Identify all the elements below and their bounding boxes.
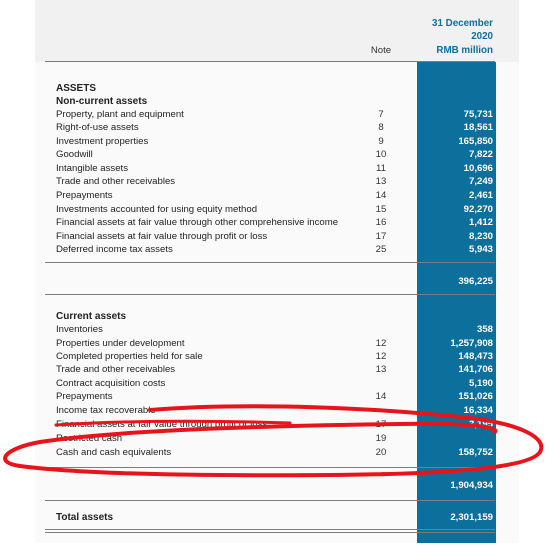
assets-heading: ASSETS: [56, 83, 97, 94]
row-value: 165,850: [458, 136, 493, 147]
row-label: Financial assets at fair value through other comprehensive income: [56, 217, 339, 228]
row-label: Completed properties held for sale: [56, 351, 203, 362]
total-assets-label: Total assets: [56, 512, 114, 523]
row-note: 12: [375, 338, 387, 349]
row-label: Inventories: [56, 324, 103, 335]
row-value: 151,026: [458, 391, 493, 402]
row-value: 2,461: [468, 190, 493, 201]
row-note: 10: [375, 149, 387, 160]
row-value: 3,195: [468, 419, 493, 430]
row-note: 8: [378, 122, 384, 133]
row-label: Prepayments: [56, 190, 113, 201]
period-line1: 31 December: [432, 18, 493, 29]
row-label: Investments accounted for using equity method: [56, 204, 258, 215]
row-label: Financial assets at fair value through profit or loss: [56, 419, 268, 430]
non-current-subtotal: 396,225: [458, 276, 493, 287]
row-value: 92,270: [463, 204, 493, 215]
non-current-heading: Non-current assets: [56, 96, 148, 107]
row-note: 14: [375, 190, 387, 201]
row-value: 18,561: [463, 122, 493, 133]
row-label: Financial assets at fair value through profit or loss: [56, 231, 268, 242]
row-note: 16: [375, 217, 387, 228]
unit-label: RMB million: [436, 45, 493, 56]
row-value: 7,249: [468, 176, 493, 187]
row-label: Right-of-use assets: [56, 122, 139, 133]
row-label: Properties under development: [56, 338, 185, 349]
row-value: 16,334: [463, 405, 493, 416]
row-value: 358: [476, 324, 493, 335]
row-label: Investment properties: [56, 136, 149, 147]
row-label: Trade and other receivables: [56, 364, 176, 375]
row-note: 17: [375, 419, 387, 430]
current-subtotal: 1,904,934: [450, 480, 493, 491]
row-note: 19: [375, 433, 387, 444]
row-value: 158,752: [458, 447, 493, 458]
row-value: 5,190: [468, 378, 493, 389]
row-value: 141,706: [458, 364, 493, 375]
row-value: 1,257,908: [450, 338, 493, 349]
row-note: 7: [378, 109, 384, 120]
note-column-header: Note: [370, 45, 392, 56]
total-assets-value: 2,301,159: [450, 512, 493, 523]
row-value: 148,473: [458, 351, 493, 362]
row-label: Goodwill: [56, 149, 93, 160]
row-note: 15: [375, 204, 387, 215]
period-line2: 2020: [471, 31, 493, 42]
row-note: 12: [375, 351, 387, 362]
row-note: 11: [376, 163, 386, 174]
row-label: Property, plant and equipment: [56, 109, 184, 120]
row-note: 13: [375, 364, 387, 375]
row-note: 20: [375, 447, 387, 458]
row-label: Cash and cash equivalents: [56, 447, 172, 458]
current-heading: Current assets: [56, 311, 127, 322]
row-value: 5,943: [468, 244, 493, 255]
row-label: Restricted cash: [56, 433, 123, 444]
row-label: Income tax recoverable: [56, 405, 156, 416]
row-value: 7,822: [468, 149, 493, 160]
row-label: Prepayments: [56, 391, 113, 402]
row-value: 75,731: [463, 109, 493, 120]
row-note: 13: [375, 176, 387, 187]
row-label: Intangible assets: [56, 163, 128, 174]
row-value: 8,230: [468, 231, 493, 242]
row-note: 14: [375, 391, 387, 402]
row-label: Contract acquisition costs: [56, 378, 166, 389]
row-note: 17: [375, 231, 387, 242]
row-note: 9: [378, 136, 384, 147]
row-label: Deferred income tax assets: [56, 244, 173, 255]
row-value: 1,412: [468, 217, 493, 228]
row-value: 10,696: [463, 163, 493, 174]
row-note: 25: [375, 244, 387, 255]
row-label: Trade and other receivables: [56, 176, 176, 187]
